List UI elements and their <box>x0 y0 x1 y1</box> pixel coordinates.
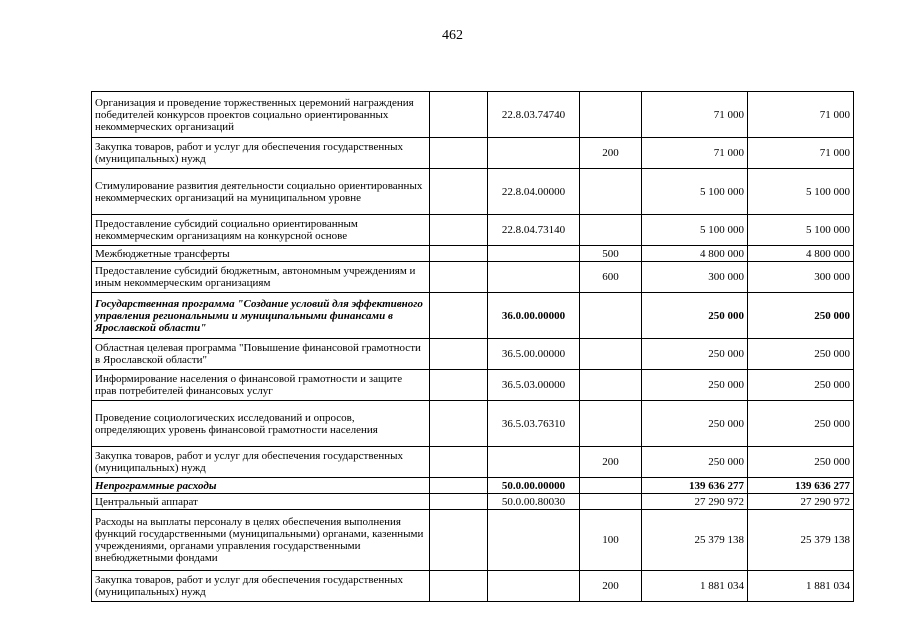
row-sum-2: 27 290 972 <box>748 494 854 510</box>
page-number: 462 <box>442 28 463 43</box>
table-row <box>92 138 854 169</box>
table-row <box>92 293 854 339</box>
table-row <box>92 510 854 571</box>
row-expense-type <box>580 92 642 138</box>
row-sum-1: 250 000 <box>642 293 748 339</box>
table-row <box>92 215 854 246</box>
table-row <box>92 92 854 138</box>
row-name: Информирование населения о финансовой грамотности и защите прав потребителей финансовых услуг <box>92 370 430 401</box>
row-code: 22.8.04.73140 <box>488 215 580 246</box>
row-empty-cell <box>430 215 488 246</box>
table-row <box>92 246 854 262</box>
row-empty-cell <box>430 246 488 262</box>
row-sum-2: 250 000 <box>748 370 854 401</box>
row-empty-cell <box>430 447 488 478</box>
row-expense-type: 200 <box>580 138 642 169</box>
row-empty-cell <box>430 494 488 510</box>
row-empty-cell <box>430 92 488 138</box>
row-expense-type <box>580 401 642 447</box>
row-code: 36.0.00.00000 <box>488 293 580 339</box>
table-row <box>92 447 854 478</box>
row-sum-2: 1 881 034 <box>748 571 854 602</box>
row-sum-2: 250 000 <box>748 339 854 370</box>
row-code <box>488 246 580 262</box>
row-sum-2: 5 100 000 <box>748 169 854 215</box>
row-code <box>488 571 580 602</box>
row-expense-type <box>580 494 642 510</box>
row-sum-2: 139 636 277 <box>748 478 854 494</box>
budget-table <box>91 91 854 602</box>
row-expense-type: 200 <box>580 571 642 602</box>
row-name: Центральный аппарат <box>92 494 430 510</box>
table-row <box>92 571 854 602</box>
row-sum-1: 71 000 <box>642 92 748 138</box>
table-row <box>92 478 854 494</box>
table-row <box>92 494 854 510</box>
row-code: 22.8.04.00000 <box>488 169 580 215</box>
row-expense-type: 200 <box>580 447 642 478</box>
row-code: 50.0.00.80030 <box>488 494 580 510</box>
row-expense-type <box>580 478 642 494</box>
row-sum-2: 5 100 000 <box>748 215 854 246</box>
row-name: Закупка товаров, работ и услуг для обеспечения государственных (муниципальных) нужд <box>92 447 430 478</box>
row-expense-type <box>580 293 642 339</box>
row-name: Предоставление субсидий бюджетным, автономным учреждениям и иным некоммерческим организациям <box>92 262 430 293</box>
row-expense-type: 500 <box>580 246 642 262</box>
row-code: 36.5.03.76310 <box>488 401 580 447</box>
row-code <box>488 447 580 478</box>
row-sum-1: 139 636 277 <box>642 478 748 494</box>
row-name: Стимулирование развития деятельности социально ориентированных некоммерческих организаций на муниципальном уровне <box>92 169 430 215</box>
row-code <box>488 510 580 571</box>
row-name: Проведение социологических исследований и опросов, определяющих уровень финансовой грамотности населения <box>92 401 430 447</box>
row-name: Организация и проведение торжественных церемоний награждения победителей конкурсов проектов социально ориентированных некоммерческих организаций <box>92 92 430 138</box>
row-code <box>488 262 580 293</box>
row-sum-1: 250 000 <box>642 447 748 478</box>
row-expense-type <box>580 169 642 215</box>
row-empty-cell <box>430 478 488 494</box>
row-sum-1: 5 100 000 <box>642 169 748 215</box>
table-row <box>92 401 854 447</box>
row-empty-cell <box>430 169 488 215</box>
row-sum-1: 250 000 <box>642 339 748 370</box>
budget-table-body <box>92 92 854 602</box>
row-code: 22.8.03.74740 <box>488 92 580 138</box>
table-row <box>92 262 854 293</box>
row-empty-cell <box>430 370 488 401</box>
row-sum-1: 250 000 <box>642 370 748 401</box>
row-sum-1: 250 000 <box>642 401 748 447</box>
row-empty-cell <box>430 339 488 370</box>
row-expense-type <box>580 339 642 370</box>
table-row <box>92 169 854 215</box>
row-sum-2: 250 000 <box>748 401 854 447</box>
row-expense-type <box>580 215 642 246</box>
row-code: 36.5.00.00000 <box>488 339 580 370</box>
row-code: 50.0.00.00000 <box>488 478 580 494</box>
row-name: Непрограммные расходы <box>92 478 430 494</box>
row-name: Предоставление субсидий социально ориентированным некоммерческим организациям на конкурсной основе <box>92 215 430 246</box>
row-empty-cell <box>430 401 488 447</box>
row-sum-2: 25 379 138 <box>748 510 854 571</box>
row-expense-type <box>580 370 642 401</box>
row-sum-2: 71 000 <box>748 138 854 169</box>
row-name: Государственная программа "Создание условий для эффективного управления региональными и муниципальными финансами в Ярославской области" <box>92 293 430 339</box>
row-code: 36.5.03.00000 <box>488 370 580 401</box>
row-name: Закупка товаров, работ и услуг для обеспечения государственных (муниципальных) нужд <box>92 571 430 602</box>
row-empty-cell <box>430 262 488 293</box>
row-sum-2: 250 000 <box>748 447 854 478</box>
row-sum-2: 250 000 <box>748 293 854 339</box>
row-name: Расходы на выплаты персоналу в целях обеспечения выполнения функций государственными (муниципальными) органами, казенными учреждениями, органами управления государственными внебюджетными фондами <box>92 510 430 571</box>
row-name: Закупка товаров, работ и услуг для обеспечения государственных (муниципальных) нужд <box>92 138 430 169</box>
row-name: Межбюджетные трансферты <box>92 246 430 262</box>
row-empty-cell <box>430 138 488 169</box>
row-sum-2: 4 800 000 <box>748 246 854 262</box>
row-empty-cell <box>430 510 488 571</box>
row-sum-2: 300 000 <box>748 262 854 293</box>
row-sum-1: 27 290 972 <box>642 494 748 510</box>
row-name: Областная целевая программа "Повышение финансовой грамотности в Ярославской области" <box>92 339 430 370</box>
row-sum-1: 300 000 <box>642 262 748 293</box>
table-row <box>92 339 854 370</box>
table-row <box>92 370 854 401</box>
row-expense-type: 600 <box>580 262 642 293</box>
row-sum-1: 1 881 034 <box>642 571 748 602</box>
row-empty-cell <box>430 293 488 339</box>
row-code <box>488 138 580 169</box>
row-sum-1: 4 800 000 <box>642 246 748 262</box>
row-empty-cell <box>430 571 488 602</box>
row-sum-1: 25 379 138 <box>642 510 748 571</box>
row-sum-1: 5 100 000 <box>642 215 748 246</box>
row-expense-type: 100 <box>580 510 642 571</box>
row-sum-1: 71 000 <box>642 138 748 169</box>
row-sum-2: 71 000 <box>748 92 854 138</box>
